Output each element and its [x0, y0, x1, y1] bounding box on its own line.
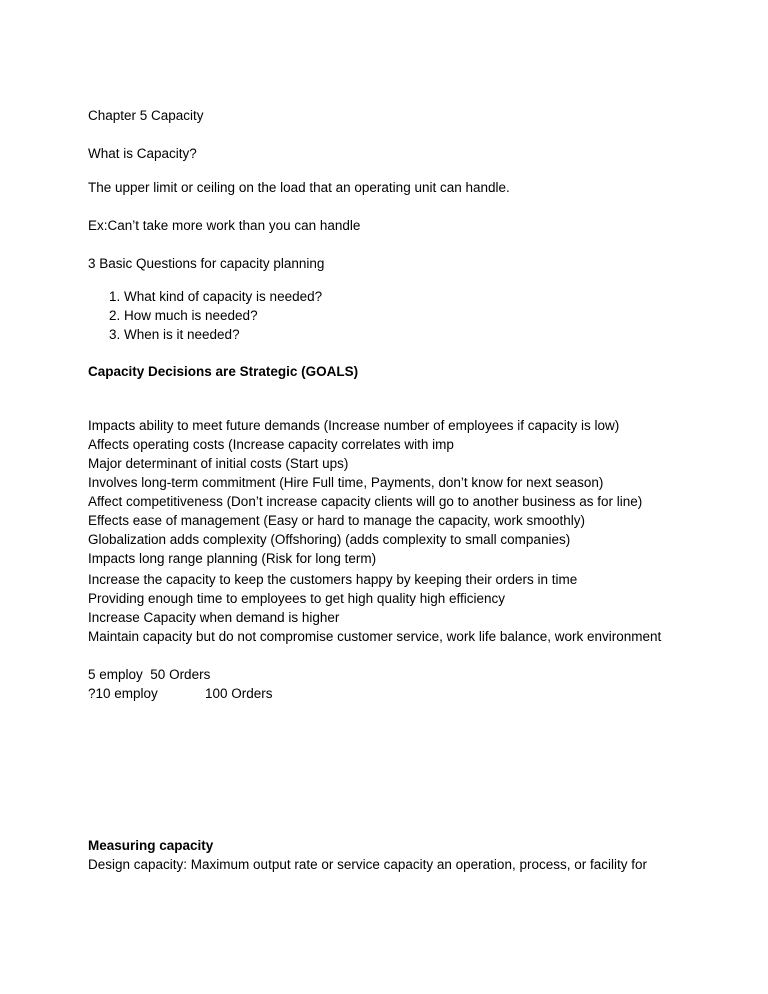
list-item: Involves long-term commitment (Hire Full time, Payments, don’t know for next season) [88, 475, 604, 490]
document-title: Chapter 5 Capacity [88, 108, 204, 123]
list-item: Providing enough time to employees to get high quality high efficiency [88, 591, 506, 606]
employees: 5 employ [88, 667, 143, 682]
measuring-heading: Measuring capacity [88, 838, 214, 853]
list-item: 3. When is it needed? [124, 325, 322, 344]
list-item: Globalization adds complexity (Offshoring) (adds complexity to small companies) [88, 532, 571, 547]
example-row [88, 665, 273, 684]
list-item: Increase the capacity to keep the customers happy by keeping their orders in time [88, 572, 578, 587]
example-rows [88, 665, 273, 703]
list-item: Impacts ability to meet future demands (Increase number of employees if capacity is low) [88, 418, 620, 433]
questions-list [88, 287, 322, 344]
question-heading: What is Capacity? [88, 146, 197, 161]
list-item: Affect competitiveness (Don’t increase capacity clients will go to another business as for line) [88, 494, 643, 509]
list-item: 2. How much is needed? [124, 306, 322, 325]
design-capacity-text: Design capacity: Maximum output rate or service capacity an operation, process, or facility for [88, 857, 647, 872]
list-item: 1. What kind of capacity is needed? [124, 287, 322, 306]
list-item: Affects operating costs (Increase capacity correlates with imp [88, 437, 454, 452]
list-item: Impacts long range planning (Risk for long term) [88, 551, 377, 566]
orders: 100 Orders [205, 686, 273, 701]
orders: 50 Orders [150, 667, 211, 682]
goals-list [88, 570, 661, 646]
list-item: Effects ease of management (Easy or hard to manage the capacity, work smoothly) [88, 513, 585, 528]
list-item: Major determinant of initial costs (Start ups) [88, 456, 349, 471]
strategic-list [88, 416, 642, 568]
example-row [88, 684, 273, 703]
employees: ?10 employ [88, 686, 158, 701]
example-text: Ex:Can’t take more work than you can handle [88, 218, 361, 233]
list-item: Increase Capacity when demand is higher [88, 610, 340, 625]
strategic-heading: Capacity Decisions are Strategic (GOALS) [88, 364, 359, 379]
questions-intro: 3 Basic Questions for capacity planning [88, 256, 325, 271]
list-item: Maintain capacity but do not compromise customer service, work life balance, work environment [88, 629, 662, 644]
definition-text: The upper limit or ceiling on the load that an operating unit can handle. [88, 180, 510, 195]
